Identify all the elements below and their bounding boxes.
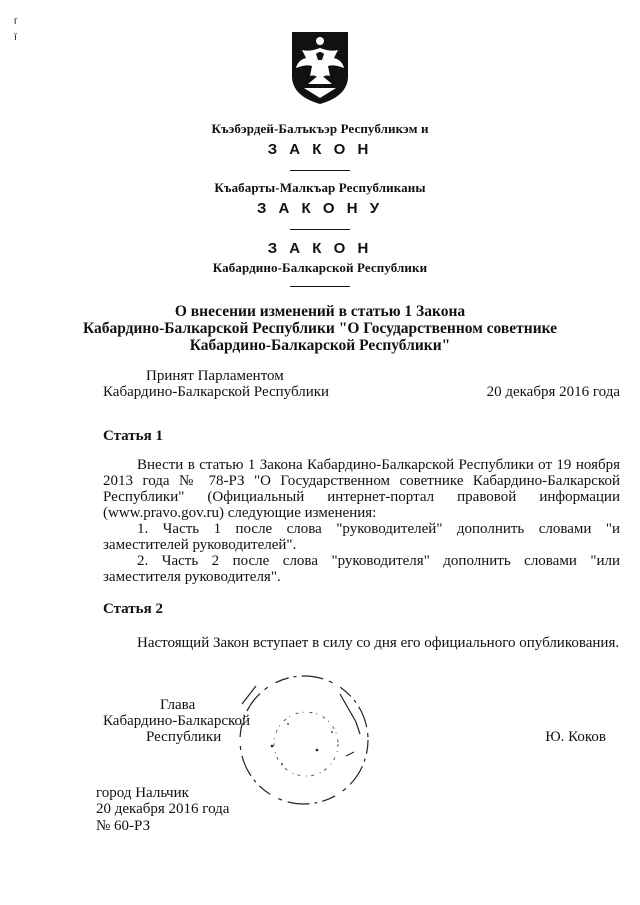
law-title-line-3: Кабардино-Балкарской Республики" <box>189 337 451 354</box>
article-1-heading: Статья 1 <box>103 428 163 444</box>
russian-law-heading: З А К О Н <box>267 240 373 257</box>
adopted-by-parliament: Кабардино-Балкарской Республики <box>103 384 330 400</box>
signatory-name: Ю. Коков <box>545 729 606 745</box>
article-1-item-2: 2. Часть 2 после слова "руководителя" дополнить словами "или заместителя руководителя". <box>103 553 620 585</box>
article-2-heading: Статья 2 <box>103 601 163 617</box>
divider-1 <box>290 170 350 171</box>
signatory-title-3: Республики <box>146 729 222 745</box>
article-2-body <box>103 635 620 651</box>
adoption-date: 20 декабря 2016 года <box>486 384 620 400</box>
footer-city: город Нальчик <box>96 785 189 801</box>
coat-of-arms-icon <box>288 30 352 106</box>
margin-mark-1: г <box>14 16 18 27</box>
article-2-text: Настоящий Закон вступает в силу со дня его официального опубликования. <box>137 635 620 651</box>
russian-header: Кабардино-Балкарской Республики <box>212 260 428 275</box>
law-title-line-1: О внесении изменений в статью 1 Закона <box>174 303 466 320</box>
official-seal-icon <box>222 660 382 808</box>
kabardian-law-heading: З А К О Н <box>267 141 373 158</box>
balkar-header: Къабарты-Малкъар Республиканы <box>214 180 426 195</box>
article-1-intro: Внести в статью 1 Закона Кабардино-Балкарской Республики от 19 ноября 2013 года № 78-РЗ "О Государственном советнике Кабардино-Балкарской Республики" (Официальный интернет-портал правовой информации (www.pravo.gov.ru) следующие изменения: <box>103 457 620 521</box>
margin-mark-2: ї <box>14 32 17 43</box>
article-1-item-1: 1. Часть 1 после слова "руководителей" дополнить словами "и заместителей руководителей". <box>103 521 620 553</box>
law-title-line-2: Кабардино-Балкарской Республики "О Государственном советнике <box>82 320 558 337</box>
article-1-body <box>103 457 620 585</box>
divider-2 <box>290 229 350 230</box>
signatory-title-1: Глава <box>160 697 196 713</box>
kabardian-header: Къэбэрдей-Балъкъэр Республикэм и <box>211 121 429 136</box>
adopted-by: Принят Парламентом <box>146 368 284 384</box>
footer-date: 20 декабря 2016 года <box>96 801 230 817</box>
footer-law-number: № 60-РЗ <box>96 818 151 834</box>
signatory-title-2: Кабардино-Балкарской <box>103 713 251 729</box>
divider-3 <box>290 286 350 287</box>
balkar-law-heading: З А К О Н У <box>256 200 384 217</box>
